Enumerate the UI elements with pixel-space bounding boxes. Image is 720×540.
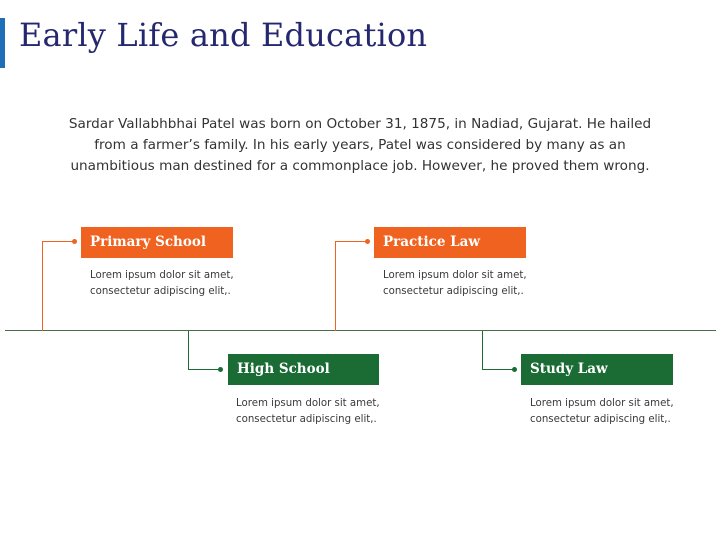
- connector-horizontal-study: [482, 369, 514, 370]
- description-line: consectetur adipiscing elit,.: [530, 413, 671, 425]
- connector-dot-primary: [72, 239, 77, 244]
- connector-horizontal-high: [188, 369, 220, 370]
- connector-horizontal-primary: [42, 241, 74, 242]
- connector-dot-study: [512, 367, 517, 372]
- connector-dot-practice: [365, 239, 370, 244]
- intro-text: Sardar Vallabhbhai Patel was born on October 31, 1875, in Nadiad, Gujarat. He hailed from a farmer’s family. In his early years, Patel was considered by many as an unambitious man destined for a commonplace job. However, he proved them wrong.: [68, 116, 652, 174]
- connector-vertical-study: [482, 331, 483, 370]
- page-title: Early Life and Education: [19, 16, 428, 54]
- timeline-label: Primary School: [90, 234, 207, 250]
- timeline-label: High School: [237, 361, 330, 377]
- description-line: Lorem ipsum dolor sit amet,: [236, 398, 380, 409]
- description-line: consectetur adipiscing elit,.: [90, 285, 231, 297]
- description-line: consectetur adipiscing elit,.: [383, 285, 524, 297]
- connector-vertical-primary: [42, 241, 43, 331]
- timeline-item-primary-school: [81, 227, 233, 258]
- timeline-label: Practice Law: [383, 234, 480, 250]
- timeline-description: [383, 268, 527, 299]
- timeline-description: [530, 396, 674, 427]
- timeline-description: [90, 268, 234, 299]
- timeline-item-practice-law: [374, 227, 526, 258]
- timeline-item-study-law: [521, 354, 673, 385]
- timeline-label: Study Law: [530, 361, 608, 377]
- description-line: Lorem ipsum dolor sit amet,: [90, 270, 234, 281]
- timeline-description: [236, 396, 380, 427]
- connector-vertical-practice: [335, 241, 336, 331]
- description-line: Lorem ipsum dolor sit amet,: [530, 398, 674, 409]
- connector-vertical-high: [188, 331, 189, 370]
- description-line: Lorem ipsum dolor sit amet,: [383, 270, 527, 281]
- timeline-item-high-school: [228, 354, 379, 385]
- accent-bar: [0, 18, 5, 68]
- description-line: consectetur adipiscing elit,.: [236, 413, 377, 425]
- timeline-axis: [5, 330, 716, 331]
- connector-dot-high: [218, 367, 223, 372]
- connector-horizontal-practice: [335, 241, 367, 242]
